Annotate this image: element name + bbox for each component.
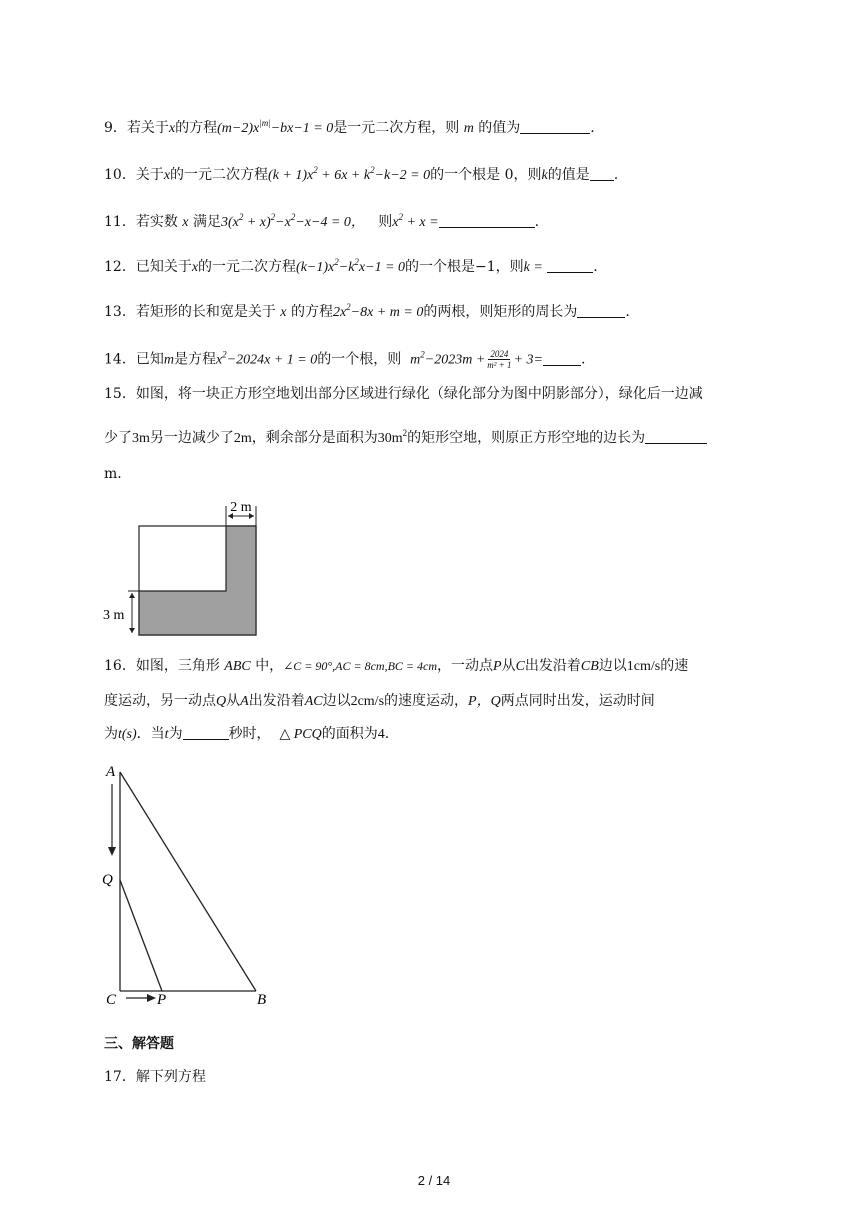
arrow-C-to-P-head [147, 994, 156, 1002]
vertex-A-label: A [106, 764, 116, 780]
point-Q-label: Q [102, 872, 113, 888]
answer-blank[interactable] [547, 258, 593, 273]
answer-blank[interactable] [577, 303, 625, 318]
answer-blank[interactable] [183, 725, 229, 740]
question-15-line-1: 15．如图，将一块正方形空地划出部分区域进行绿化（绿化部分为图中阴影部分），绿化后一边减 [104, 386, 703, 402]
shaded-region [139, 526, 256, 635]
fraction: $\frac{2024}{\text{m² + 1}}$ [487, 349, 512, 370]
question-12: 12．已知关于x的一元二次方程$(k-1)x^2-k^2x-1 = 0$的一个根是−1，则k = . [104, 257, 598, 275]
section-title: 三、解答题 [104, 1036, 174, 1052]
answer-blank[interactable] [520, 119, 590, 134]
question-13: 13．若矩形的长和宽是关于 x 的方程$2x^2-8x + m = 0$的两根，则矩形的周长为 . [104, 302, 630, 320]
question-14: 14．已知m是方程$x^2-2024x + 1 = 0$的一个根，则 $m^2-2023m$ + $\frac{2024}{\text{m² + 1}}$ + 3= . [104, 349, 586, 370]
answer-blank[interactable] [590, 166, 614, 181]
figure-16 [100, 760, 280, 1015]
question-10: 10．关于x的一元二次方程$(k + 1)x^2 + 6x + k^2-k-2 = 0$的一个根是 0，则k的值是 . [104, 165, 619, 183]
point-P-label: P [157, 992, 167, 1008]
answer-blank[interactable] [645, 429, 707, 444]
left-dim-arrowhead-bottom [129, 628, 135, 633]
side-AB [120, 772, 256, 991]
vertex-C-label: C [106, 992, 117, 1008]
question-11: 11．若实数 x 满足$3(x^2 + x)^2-x^2-x-4 = 0$， 则$x^2 + x$ = . [104, 212, 540, 230]
vertex-B-label: B [257, 992, 267, 1008]
page-number: 2 / 14 [417, 1173, 451, 1188]
question-15-line-2: 少了3m另一边减少了2m，剩余部分是面积为$30m^2$的矩形空地，则原正方形空地的边长为 [104, 428, 707, 449]
question-16-line-2: 度运动，另一动点Q从A出发沿着AC边以2cm/s的速度运动，P，Q两点同时出发，运动时间 [104, 693, 655, 709]
top-dim-label: 2 m [230, 500, 252, 515]
question-17: 17．解下列方程 [104, 1069, 206, 1085]
segment-QP [120, 880, 162, 991]
figure-15 [100, 496, 270, 641]
answer-blank[interactable] [439, 213, 535, 228]
left-dim-label: 3 m [103, 608, 125, 623]
question-15-line-3: m. [104, 466, 122, 482]
arrow-A-to-Q-head [108, 847, 116, 856]
question-16-line-3: 为t(s)．当t为 秒时， △ PCQ的面积为4. [104, 726, 390, 742]
left-dim-arrowhead-top [129, 593, 135, 598]
question-9: 9．若关于x的方程$(m-2)x^{|m|}-bx-1 = 0$是一元二次方程，则 m 的值为 . [104, 118, 595, 136]
answer-blank[interactable] [543, 351, 581, 366]
question-16-line-1: 16．如图，三角形 ABC 中，∠C = 90°,AC = 8cm,BC = 4cm，一动点P从C出发沿着CB边以1cm/s的速 [104, 658, 689, 674]
